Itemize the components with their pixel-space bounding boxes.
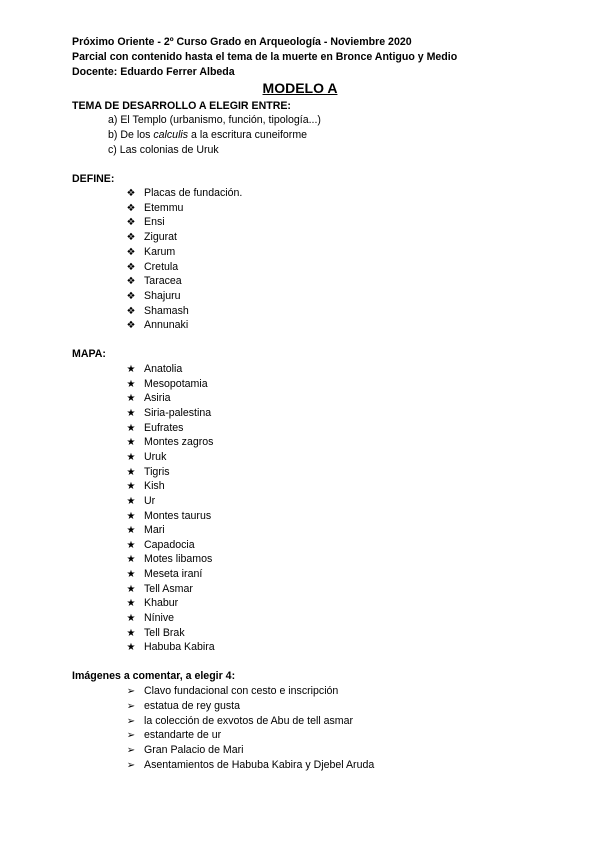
- mapa-heading: MAPA:: [72, 348, 106, 360]
- tema-option-b: [108, 129, 307, 141]
- define-item-label: Taracea: [144, 275, 182, 288]
- star-bullet-icon: ★: [126, 422, 136, 434]
- mapa-item-label: Mesopotamia: [144, 377, 208, 390]
- arrowhead-bullet-icon: ➢: [126, 700, 136, 712]
- imagenes-item-label: estatua de rey gusta: [144, 699, 240, 712]
- imagenes-item-label: la colección de exvotos de Abu de tell asmar: [144, 714, 354, 727]
- mapa-item-label: Habuba Kabira: [144, 641, 215, 654]
- define-heading: DEFINE:: [72, 173, 115, 185]
- define-item-label: Shajuru: [144, 289, 181, 302]
- mapa-item-label: Khabur: [144, 597, 179, 610]
- star-bullet-icon: ★: [126, 539, 136, 551]
- arrowhead-bullet-icon: ➢: [126, 730, 136, 742]
- define-item-label: Karum: [144, 245, 176, 258]
- tema-option-b-emphasis: calculis: [153, 129, 189, 141]
- star-bullet-icon: ★: [126, 554, 136, 566]
- diamond-bullet-icon: ❖: [126, 217, 136, 229]
- mapa-item-label: Asiria: [144, 392, 171, 405]
- star-bullet-icon: ★: [126, 510, 136, 522]
- tema-option-b-suffix: a la escritura cuneiforme: [188, 129, 308, 141]
- star-bullet-icon: ★: [126, 642, 136, 654]
- star-bullet-icon: ★: [126, 364, 136, 375]
- define-item-label: Ensi: [144, 216, 165, 229]
- imagenes-item-label: Clavo fundacional con cesto e inscripción: [144, 685, 339, 697]
- tema-option-c: c) Las colonias de Uruk: [108, 144, 219, 156]
- arrowhead-bullet-icon: ➢: [126, 686, 136, 697]
- mapa-item-label: Tell Brak: [144, 626, 185, 639]
- arrowhead-bullet-icon: ➢: [126, 715, 136, 727]
- mapa-item-label: Ur: [144, 494, 156, 507]
- mapa-item-label: Uruk: [144, 450, 167, 463]
- tema-option-b-prefix: b) De los: [108, 129, 154, 141]
- star-bullet-icon: ★: [126, 627, 136, 639]
- star-bullet-icon: ★: [126, 613, 136, 625]
- diamond-bullet-icon: ❖: [126, 188, 136, 199]
- mapa-item-label: Nínive: [144, 612, 175, 625]
- imagenes-item-label: Gran Palacio de Mari: [144, 744, 244, 757]
- imagenes-heading: Imágenes a comentar, a elegir 4:: [72, 670, 236, 682]
- star-bullet-icon: ★: [126, 393, 136, 405]
- tema-heading: TEMA DE DESARROLLO A ELEGIR ENTRE:: [72, 100, 291, 112]
- mapa-item-label: Montes zagros: [144, 436, 214, 449]
- mapa-item-label: Meseta iraní: [144, 568, 203, 581]
- star-bullet-icon: ★: [126, 451, 136, 463]
- imagenes-item-label: Asentamientos de Habuba Kabira y Djebel Aruda: [144, 759, 375, 771]
- star-bullet-icon: ★: [126, 481, 136, 493]
- define-item-label: Zigurat: [144, 231, 177, 244]
- star-bullet-icon: ★: [126, 525, 136, 537]
- star-bullet-icon: ★: [126, 437, 136, 449]
- diamond-bullet-icon: ❖: [126, 305, 136, 317]
- star-bullet-icon: ★: [126, 583, 136, 595]
- star-bullet-icon: ★: [126, 598, 136, 610]
- mapa-item-label: Montes taurus: [144, 509, 212, 522]
- diamond-bullet-icon: ❖: [126, 246, 136, 258]
- header-line-teacher: Docente: Eduardo Ferrer Albeda: [72, 66, 235, 78]
- mapa-item-label: Mari: [144, 524, 165, 537]
- star-bullet-icon: ★: [126, 569, 136, 581]
- star-bullet-icon: ★: [126, 378, 136, 390]
- mapa-item-label: Motes libamos: [144, 553, 213, 566]
- diamond-bullet-icon: ❖: [126, 320, 136, 332]
- arrowhead-bullet-icon: ➢: [126, 745, 136, 757]
- page-title: MODELO A: [262, 80, 338, 96]
- mapa-item-label: Tell Asmar: [144, 582, 193, 595]
- define-item-label: Shamash: [144, 304, 189, 317]
- header-line-scope: Parcial con contenido hasta el tema de la muerte en Bronce Antiguo y Medio: [72, 51, 458, 63]
- define-item-label: Placas de fundación.: [144, 187, 243, 199]
- star-bullet-icon: ★: [126, 466, 136, 478]
- arrowhead-bullet-icon: ➢: [126, 760, 136, 771]
- diamond-bullet-icon: ❖: [126, 202, 136, 214]
- star-bullet-icon: ★: [126, 495, 136, 507]
- tema-option-a: a) El Templo (urbanismo, función, tipología...): [108, 114, 321, 126]
- define-item-label: Etemmu: [144, 201, 184, 214]
- mapa-item-label: Capadocia: [144, 538, 195, 551]
- mapa-item-label: Eufrates: [144, 421, 184, 434]
- diamond-bullet-icon: ❖: [126, 276, 136, 288]
- diamond-bullet-icon: ❖: [126, 261, 136, 273]
- diamond-bullet-icon: ❖: [126, 232, 136, 244]
- mapa-item-label: Anatolia: [144, 363, 183, 375]
- mapa-item-label: Siria-palestina: [144, 406, 212, 419]
- mapa-item-label: Kish: [144, 480, 165, 493]
- define-item-label: Annunaki: [144, 319, 189, 332]
- diamond-bullet-icon: ❖: [126, 290, 136, 302]
- mapa-item-label: Tigris: [144, 465, 170, 478]
- star-bullet-icon: ★: [126, 407, 136, 419]
- define-item-label: Cretula: [144, 260, 179, 273]
- imagenes-item-label: estandarte de ur: [144, 729, 222, 742]
- header-line-course: Próximo Oriente - 2º Curso Grado en Arqueología - Noviembre 2020: [72, 36, 412, 48]
